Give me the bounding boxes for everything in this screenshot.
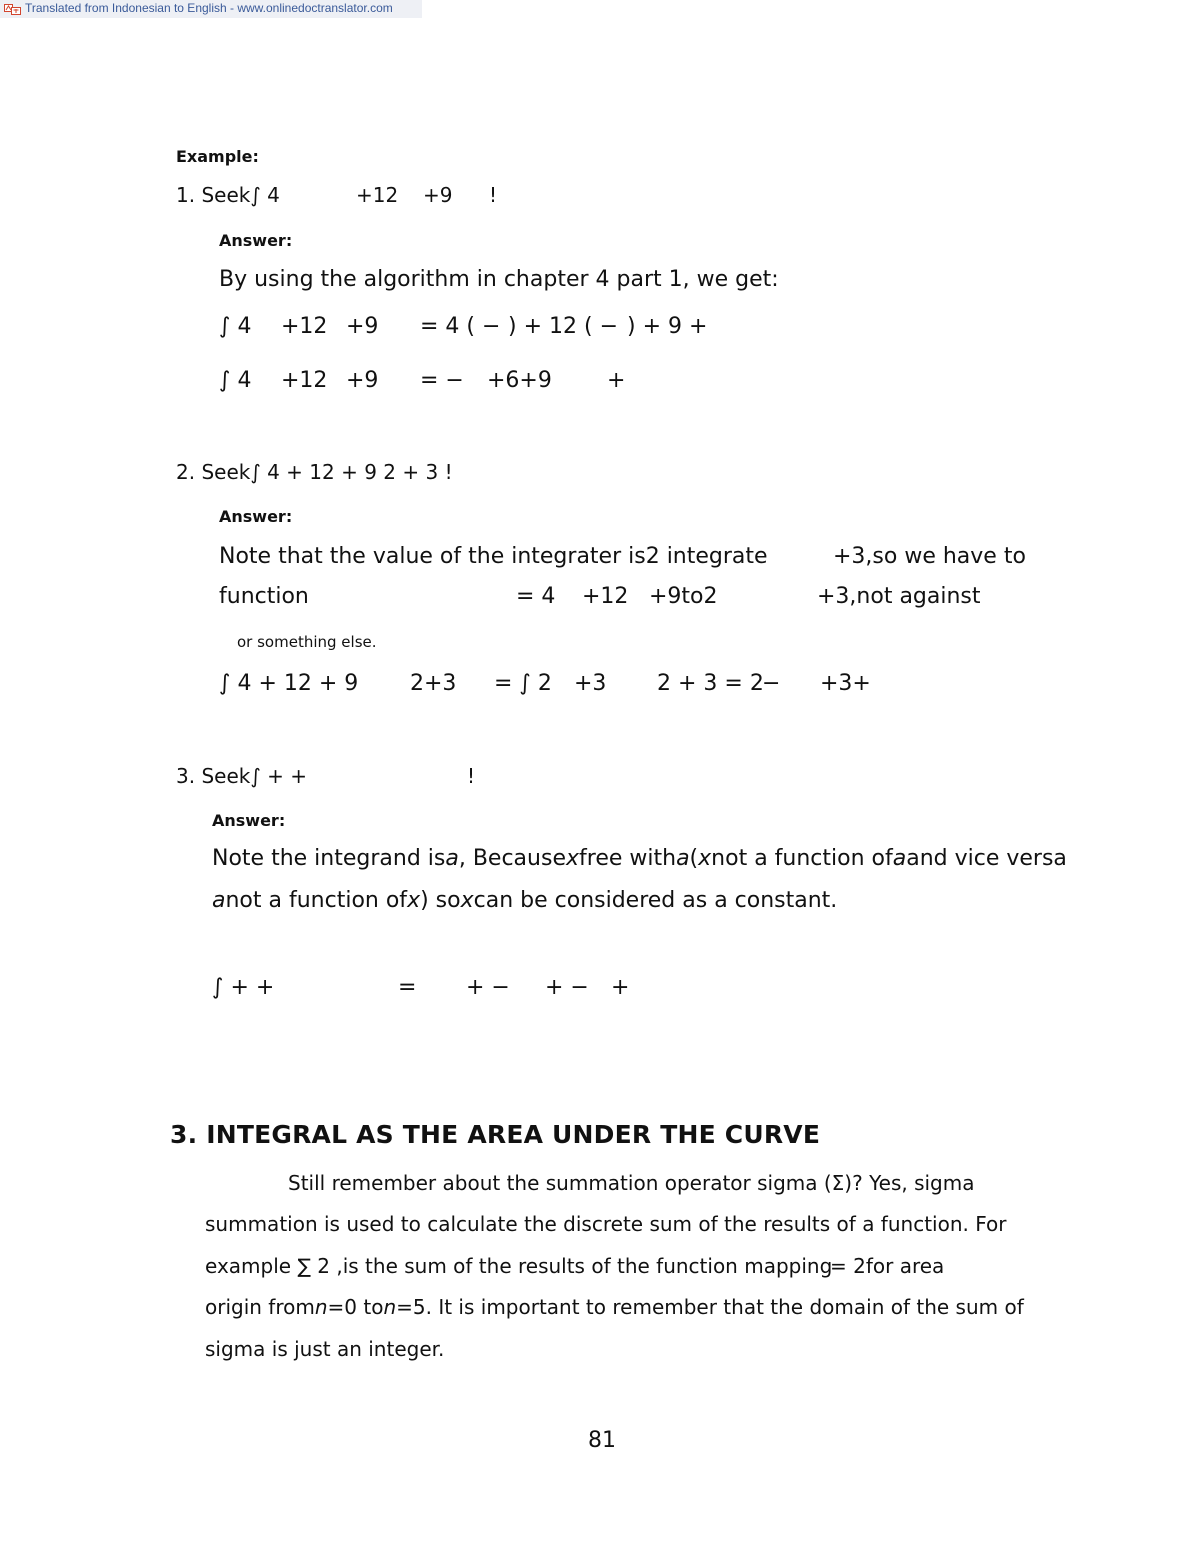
ex2-eq-term: = ∫ 2 (494, 671, 552, 696)
ex1-eq2-term: +6+9 (487, 368, 552, 393)
ex3-eq-term: + − (545, 975, 589, 1000)
paragraph-line: Still remember about the summation operator sigma (Σ)? Yes, sigma (288, 1171, 975, 1195)
ex1-eq1-term: = 4 ( − (420, 314, 501, 339)
ex1-eq2-term: +9 (346, 368, 379, 393)
ex2-eq-term: 2 + 3 = 2 (657, 671, 764, 696)
ex2-eq-term: +3+ (820, 671, 871, 696)
ex1-eq2-term: = − (420, 368, 464, 393)
ex3-text-line-1: Note the integrand isa, Becausexfree witha(xnot a function ofaand vice versa (212, 846, 1067, 871)
ex1-eq1-term: ) + 12 ( − (508, 314, 618, 339)
paragraph-line: example ∑ 2 ,is the sum of the results of the function mapping (205, 1254, 833, 1278)
paragraph-line: sigma is just an integer. (205, 1337, 445, 1361)
ex1-eq2-term: +12 (281, 368, 328, 393)
paragraph-line: summation is used to calculate the discrete sum of the results of a function. For (205, 1212, 1007, 1236)
ex3-eq-term: = (398, 975, 417, 1000)
ex1-eq2-integral: ∫ 4 (219, 368, 252, 393)
ex2-eq-term: ∫ 4 + 12 + 9 (219, 671, 359, 696)
ex3-eq-term: ∫ + + (212, 975, 275, 1000)
ex2-text-line: +12 (582, 584, 629, 609)
ex3-text-line-2: anot a function ofx) soxcan be considered as a constant. (212, 888, 838, 913)
ex2-answer-label: Answer: (219, 507, 293, 526)
ex3-question-end: ! (467, 764, 476, 788)
ex2-text-line: +9to2 (649, 584, 718, 609)
ex1-question-term: +12 (356, 183, 399, 207)
ex1-eq2-term: + (607, 368, 626, 393)
example-label: Example: (176, 147, 259, 166)
ex3-answer-label: Answer: (212, 811, 286, 830)
ex1-eq1-term: +9 (346, 314, 379, 339)
ex1-answer-label: Answer: (219, 231, 293, 250)
ex1-answer-text: By using the algorithm in chapter 4 part 1, we get: (219, 267, 779, 292)
ex1-question-term: +9 (423, 183, 453, 207)
paragraph-line: = 2for area (830, 1254, 945, 1278)
ex1-question-prefix: 1. Seek∫ 4 (176, 183, 280, 207)
ex3-question-prefix: 3. Seek∫ + + (176, 764, 307, 788)
ex2-text-line: Note that the value of the integrater is2 integrate (219, 544, 768, 569)
ex2-question: 2. Seek∫ 4 + 12 + 9 2 + 3 ! (176, 460, 453, 484)
banner-link[interactable]: Translated from Indonesian to English - www.onlinedoctranslator.com (25, 1, 393, 15)
ex1-eq1-term: +12 (281, 314, 328, 339)
ex2-eq-term: +3 (574, 671, 607, 696)
ex2-text-line: +3,so we have to (833, 544, 1026, 569)
section-heading: 3. INTEGRAL AS THE AREA UNDER THE CURVE (170, 1120, 821, 1149)
ex2-text-small: or something else. (237, 633, 377, 651)
translate-icon (4, 3, 22, 14)
ex2-text-line: = 4 (516, 584, 556, 609)
ex3-eq-term: + − (466, 975, 510, 1000)
ex1-eq1-term: ) + 9 + (627, 314, 708, 339)
ex3-eq-term: + (611, 975, 630, 1000)
ex2-eq-term: − (762, 671, 781, 696)
page-number: 81 (588, 1428, 616, 1453)
paragraph-line: origin fromn=0 ton=5. It is important to remember that the domain of the sum of (205, 1295, 1024, 1319)
translation-banner[interactable] (0, 0, 422, 18)
ex2-text-line: +3,not against (817, 584, 981, 609)
ex2-eq-term: 2+3 (410, 671, 457, 696)
ex2-text-line: function (219, 584, 309, 609)
ex1-eq1-integral: ∫ 4 (219, 314, 252, 339)
ex1-question-end: ! (489, 183, 498, 207)
